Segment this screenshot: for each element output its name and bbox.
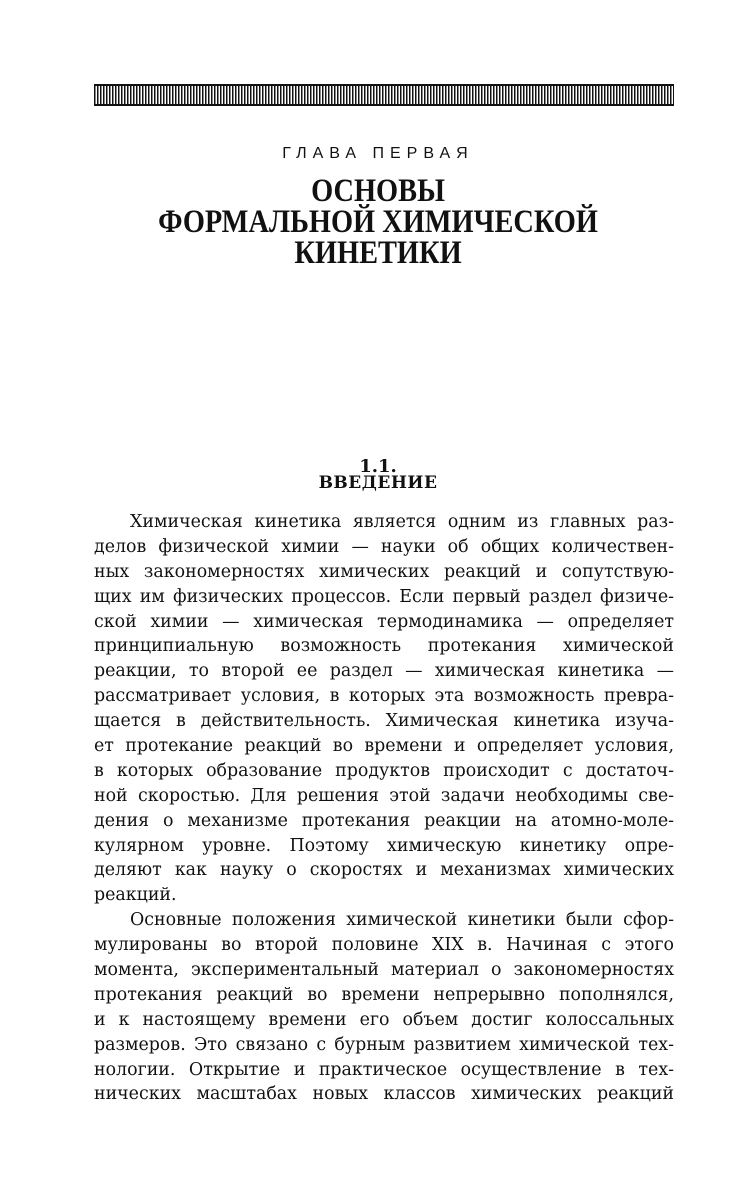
chapter-title-line: ФОРМАЛЬНОЙ ХИМИЧЕСКОЙ <box>158 204 598 240</box>
text-line: делов физической химии — науки об общих количествен- <box>94 536 674 557</box>
paragraph <box>94 908 674 1107</box>
text-line: ной скоростью. Для решения этой задачи необходимы све- <box>94 785 674 806</box>
section-number: 1.1. <box>359 456 397 477</box>
text-line: принципиальную возможность протекания химической <box>94 636 674 657</box>
chapter-label: ГЛАВА ПЕРВАЯ <box>282 145 474 162</box>
text-line: в которых образование продуктов происходит с достаточ- <box>94 760 674 781</box>
text-line: Химическая кинетика является одним из главных раз- <box>130 512 674 532</box>
text-line: реакций. <box>94 885 177 906</box>
text-line: нических масштабах новых классов химических реакций <box>94 1084 674 1105</box>
text-line: реакции, то второй ее раздел — химическая кинетика — <box>94 661 674 682</box>
text-line: щается в действительность. Химическая кинетика изуча- <box>94 711 674 732</box>
text-line: кулярном уровне. Поэтому химическую кинетику опре- <box>94 835 674 856</box>
text-line: дения о механизме протекания реакции на атомно-моле- <box>94 810 674 831</box>
text-line: размеров. Это связано с бурным развитием химической тех- <box>94 1034 674 1055</box>
text-line: нологии. Открытие и практическое осуществление в тех- <box>94 1059 674 1080</box>
text-line: ет протекание реакций во времени и определяет условия, <box>94 736 674 757</box>
chapter-title <box>122 173 635 271</box>
text-line: рассматривает условия, в которых эта возможность превра- <box>94 686 674 707</box>
text-line: деляют как науку о скоростях и механизмах химических <box>94 860 674 881</box>
body-text <box>94 510 674 1107</box>
text-line: ных закономерностях химических реакций и сопутствую- <box>94 561 674 582</box>
decorative-header-band <box>94 84 674 106</box>
text-line: момента, экспериментальный материал о закономерностях <box>94 960 674 981</box>
text-line: Основные положения химической кинетики были сфор- <box>130 910 674 931</box>
text-line: и к настоящему времени его объем достиг колоссальных <box>94 1009 674 1030</box>
chapter-title-line: КИНЕТИКИ <box>294 235 462 271</box>
text-line: мулированы во второй половине XIX в. Начиная с этого <box>94 935 674 956</box>
chapter-title-line: ОСНОВЫ <box>311 173 445 209</box>
text-line: протекания реакций во времени непрерывно пополнялся, <box>94 984 674 1005</box>
text-line: щих им физических процессов. Если первый раздел физиче- <box>94 586 674 607</box>
section-title: ВВЕДЕНИЕ <box>318 473 438 493</box>
paragraph <box>94 510 674 908</box>
text-line: ской химии — химическая термодинамика — определяет <box>94 611 674 632</box>
